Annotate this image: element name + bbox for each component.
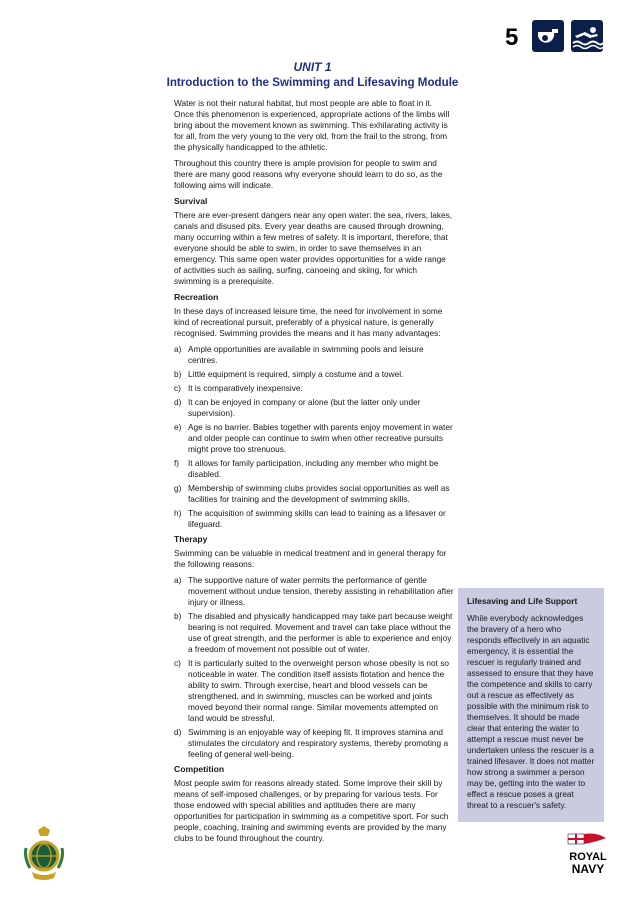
unit-label: UNIT 1 [293,60,332,74]
list-item: d) Swimming is an enjoyable way of keeping fit. It improves stamina and stimulates the circulatory and respiratory systems, thereby promoting a feeling of general well-being. [174,727,449,759]
list-item: b) Little equipment is required, simply a costume and a towel. [174,369,404,379]
recreation-text: In these days of increased leisure time, the need for involvement in some kind of recreational pursuit, preferably of a physical nature, is generally recognised. Swimming provides the means and it has many advantages: [174,306,443,338]
recreation-heading: Recreation [174,292,219,302]
survival-heading: Survival [174,196,208,206]
list-item: c) It is particularly suited to the overweight person whose obesity is not so noticeable in water. The condition itself assists flotation and hence the ability to swim. Through exercise, heart and blood vessels can be strengthened, and in swimming, muscles can be worked and joints moved beyond their normal range. Similar movements attempted on land would be stressful. [174,658,450,723]
list-item: a) Ample opportunities are available in swimming pools and leisure centres. [174,344,424,365]
therapy-heading: Therapy [174,534,208,544]
royal-navy-logo [566,832,610,882]
list-item: g) Membership of swimming clubs provides social opportunities as well as facilities for training and the development of swimming skills. [174,483,450,504]
survival-text: There are ever-present dangers near any open water: the sea, rivers, lakes, canals and disused pits. Every year deaths are caused through drowning, many occurring within a few metres of safety. It is important, therefore, that everyone should be able to swim, in order to save themselves in an emergency. This same open water provides opportunities for a wide range of activities such as sailing, surfing, canoeing and skiing, for which swimming is a prerequisite. [174,210,453,286]
list-item: f) It allows for family participation, including any member who might be disabled. [174,458,439,479]
royal-navy-text-bottom: NAVY [571,862,605,876]
therapy-list [174,575,454,760]
sidebar-text: While everybody acknowledges the bravery of a hero who responds effectively in an aquatic emergency, it is essential the rescuer is regularly trained and assessed to ensure that they have the competence and skills to carry out a rescue as effectively as possible with the minimum risk to themselves. It should be made clear that entering the water to attempt a rescue must never be undertaken unless the rescuer is a trained lifesaver. It does not matter how strong a swimmer a person may be, getting into the water to effect a rescue poses a great threat to a rescuer's safety. [467,613,595,810]
main-column [174,98,454,849]
intro-paragraph-1: Water is not their natural habitat, but most people are able to float in it. Once this phenomenon is experienced, appropriate actions of the limbs will bring about the movement known as swimming. This exhilarating activity is for all, from the very young to the very old, from the frail to the strong, from the physically handicapped to the athletic. [174,98,450,152]
list-item: h) The acquisition of swimming skills can lead to training as a lifesaver or lifeguard. [174,508,446,529]
royal-marines-crest-icon [22,826,66,884]
swimmer-icon [571,20,603,52]
page-title: Introduction to the Swimming and Lifesaving Module [166,76,459,89]
therapy-text: Swimming can be valuable in medical treatment and in general therapy for the following reasons: [174,548,447,569]
list-item: c) It is comparatively inexpensive. [174,383,303,393]
sidebar-heading: Lifesaving and Life Support [467,596,578,606]
whistle-icon [532,20,564,52]
intro-paragraph-2: Throughout this country there is ample provision for people to swim and there are many good reasons why everyone should learn to do so, as the following aims will indicate. [174,158,443,190]
lifesaving-sidebar [458,588,604,822]
recreation-list [174,344,454,530]
page-number: 5 [505,24,519,51]
royal-navy-text-top: ROYAL [569,851,607,863]
list-item: b) The disabled and physically handicapped may take part because weight bearing is not required. Movement and travel can take place without the use of great strength, and the performer is able to experience and enjoy a freedom of movement not possible out of water. [174,611,453,654]
competition-text: Most people swim for reasons already stated. Some improve their skill by means of self-imposed challenges, or by preparing for various tests. For those endowed with special abilities and aptitudes there are many opportunities for participation in swimming as a competitive sport. For such people, coaching, training and swimming events are provided by the many clubs to be found throughout the country. [174,778,449,843]
competition-heading: Competition [174,764,225,774]
list-item: a) The supportive nature of water permits the performance of gentle movement without undue tension, thereby assisting in rehabilitation after injury or illness. [174,575,454,607]
list-item: e) Age is no barrier. Babies together with parents enjoy movement in water and older people can continue to swim when other recreative pursuits might prove too strenuous. [174,422,453,454]
list-item: d) It can be enjoyed in company or alone (but the latter only under supervision). [174,397,421,418]
